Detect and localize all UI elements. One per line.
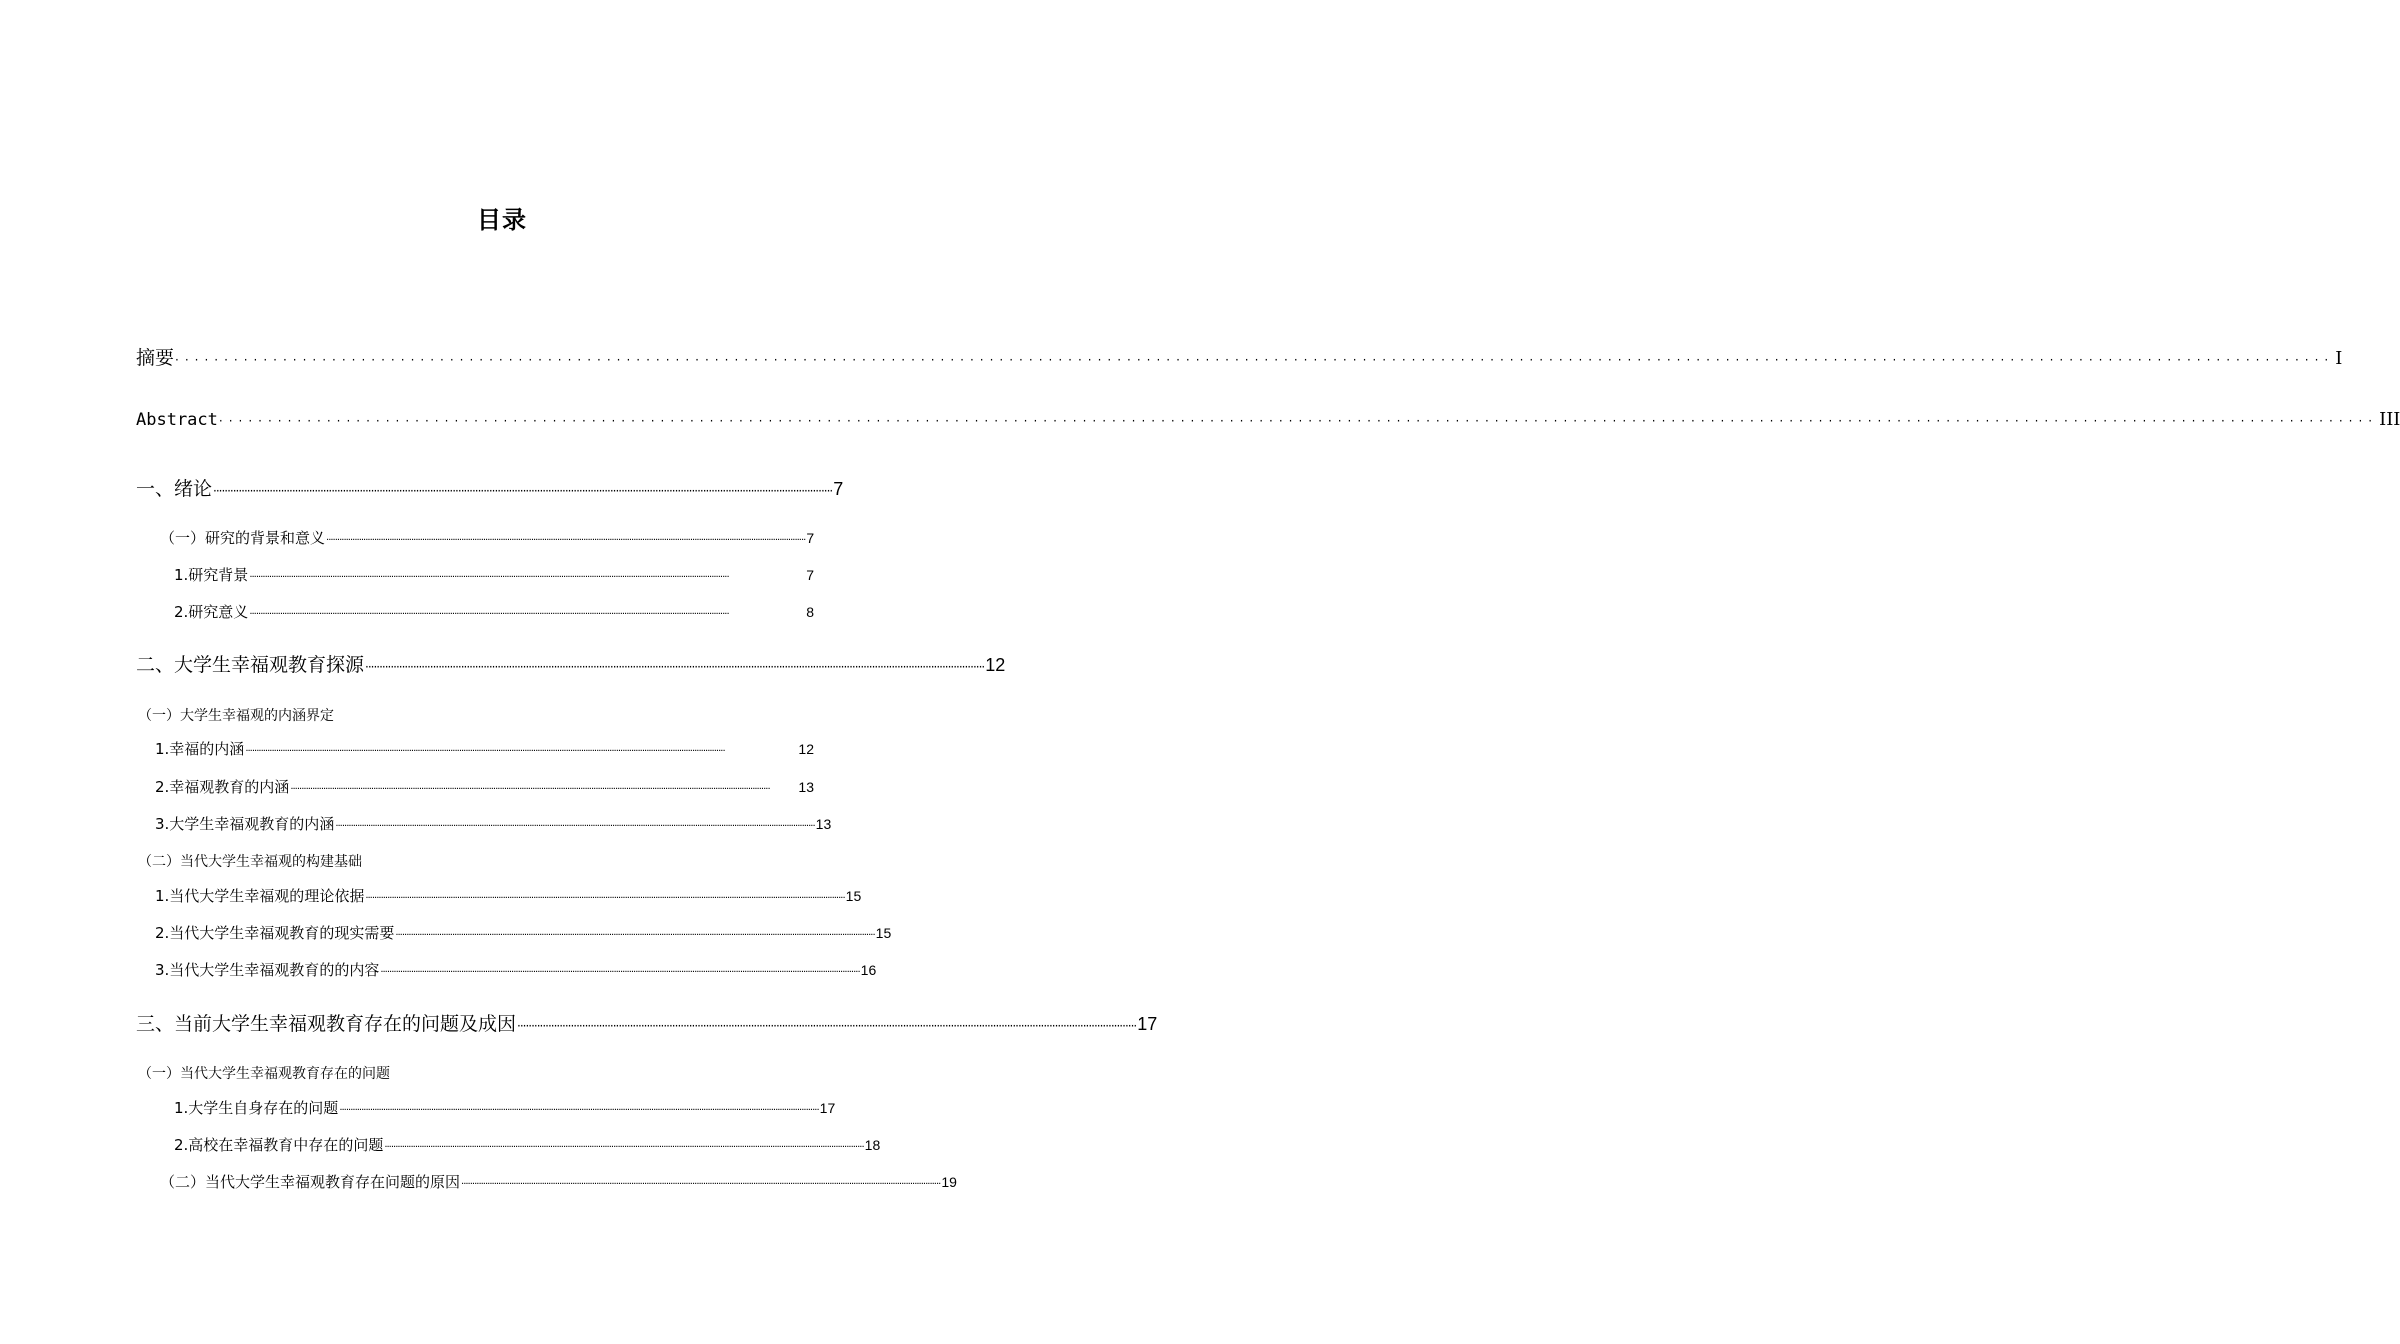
toc-leader-dots: ···························································································································································································································· [245, 746, 725, 757]
toc-page-number: 17 [1137, 1014, 1158, 1034]
toc-entry-label: 3.大学生幸福观教育的内涵 [155, 815, 335, 833]
toc-entry-ch2-item-5[interactable] [155, 922, 892, 943]
toc-page-number: 13 [815, 816, 832, 832]
toc-entry-label: 2.当代大学生幸福观教育的现实需要 [155, 924, 395, 942]
toc-page-number: 19 [941, 1174, 957, 1190]
toc-leader-dots: ···························································································································································································································· [213, 484, 833, 498]
toc-entry-label: 摘要 [136, 347, 175, 369]
toc-section-heading[interactable]: （二）当代大学生幸福观的构建基础 [138, 854, 362, 870]
toc-entry-ch1-section-1[interactable] [160, 527, 814, 548]
toc-entry-label: 二、大学生幸福观教育探源 [136, 654, 365, 676]
toc-entry-label: 1.当代大学生幸福观的理论依据 [155, 887, 365, 905]
toc-entry-chapter-1[interactable] [136, 474, 844, 501]
toc-entry-label: 1.幸福的内涵 [155, 740, 245, 758]
toc-page-number: III [2379, 409, 2400, 430]
toc-entry-abstract-cn[interactable] [136, 343, 2343, 370]
toc-entry-label: Abstract [136, 410, 218, 430]
toc-entry-abstract-en[interactable] [136, 409, 2400, 430]
toc-leader-dots: ···························································································································································································································· [517, 1019, 1137, 1033]
toc-entry-ch2-item-2[interactable] [155, 776, 814, 797]
toc-entry-chapter-3[interactable] [136, 1009, 1158, 1036]
toc-entry-label: （二）当代大学生幸福观教育存在问题的原因 [160, 1173, 461, 1191]
toc-page-number: 17 [819, 1100, 836, 1116]
toc-section-heading[interactable]: （一）当代大学生幸福观教育存在的问题 [138, 1066, 390, 1082]
toc-leader-dots: ···························································································································································································································· [249, 572, 729, 583]
toc-leader-dots: ···························································································································································································································· [335, 821, 815, 832]
toc-entry-ch2-item-1[interactable] [155, 738, 814, 759]
toc-entry-label: 2.高校在幸福教育中存在的问题 [174, 1136, 384, 1154]
toc-leader-dots: ···························································································································································································································· [461, 1179, 941, 1190]
toc-page-number: 12 [985, 655, 1006, 675]
toc-title: 目录 [477, 206, 527, 234]
toc-page-number: 15 [845, 888, 862, 904]
toc-entry-label: （一）研究的背景和意义 [160, 529, 326, 547]
toc-entry-label: 1.研究背景 [174, 566, 249, 584]
toc-entry-ch1-item-2[interactable] [174, 601, 814, 622]
toc-entry-ch3-section-2[interactable] [160, 1171, 957, 1192]
toc-leader-dots: ···························································································································································································································· [384, 1142, 864, 1153]
toc-leader-dots: ···························································································································································································································· [249, 609, 729, 620]
toc-leader-dots: ···························································································································································································································· [326, 535, 806, 546]
toc-page-number: 12 [798, 741, 814, 757]
toc-leader-dots: ···························································································································································································································· [175, 353, 2335, 367]
toc-leader-dots: ···························································································································································································································· [365, 893, 845, 904]
toc-page-number: 8 [806, 604, 814, 620]
toc-leader-dots: ···························································································································································································································· [290, 784, 770, 795]
toc-entry-ch3-item-2[interactable] [174, 1134, 881, 1155]
toc-page-number: 16 [860, 962, 877, 978]
toc-leader-dots: ···························································································································································································································· [339, 1105, 819, 1116]
toc-section-heading[interactable]: （一）大学生幸福观的内涵界定 [138, 708, 334, 724]
toc-entry-ch1-item-1[interactable] [174, 564, 814, 585]
toc-entry-ch2-item-3[interactable] [155, 813, 832, 834]
toc-entry-label: 三、当前大学生幸福观教育存在的问题及成因 [136, 1013, 517, 1035]
toc-entry-chapter-2[interactable] [136, 650, 1006, 677]
toc-entry-label: 3.当代大学生幸福观教育的的内容 [155, 961, 380, 979]
toc-entry-label: 1.大学生自身存在的问题 [174, 1099, 339, 1117]
toc-page-number: I [2335, 348, 2343, 369]
toc-leader-dots: ···························································································································································································································· [365, 660, 985, 674]
toc-page-number: 7 [806, 530, 815, 546]
toc-entry-label: 2.研究意义 [174, 603, 249, 621]
toc-entry-label: 一、绪论 [136, 478, 213, 500]
toc-leader-dots: ···························································································································································································································· [395, 930, 875, 941]
toc-page-number: 15 [875, 925, 892, 941]
toc-page-number: 18 [864, 1137, 881, 1153]
toc-entry-ch3-item-1[interactable] [174, 1097, 836, 1118]
toc-leader-dots: ···························································································································································································································· [218, 414, 2379, 428]
toc-page-number: 7 [806, 567, 814, 583]
toc-entry-ch2-item-6[interactable] [155, 959, 877, 980]
toc-leader-dots: ···························································································································································································································· [380, 967, 860, 978]
toc-entry-ch2-item-4[interactable] [155, 885, 862, 906]
toc-entry-label: 2.幸福观教育的内涵 [155, 778, 290, 796]
toc-page-number: 7 [833, 479, 844, 499]
toc-page-number: 13 [798, 779, 814, 795]
